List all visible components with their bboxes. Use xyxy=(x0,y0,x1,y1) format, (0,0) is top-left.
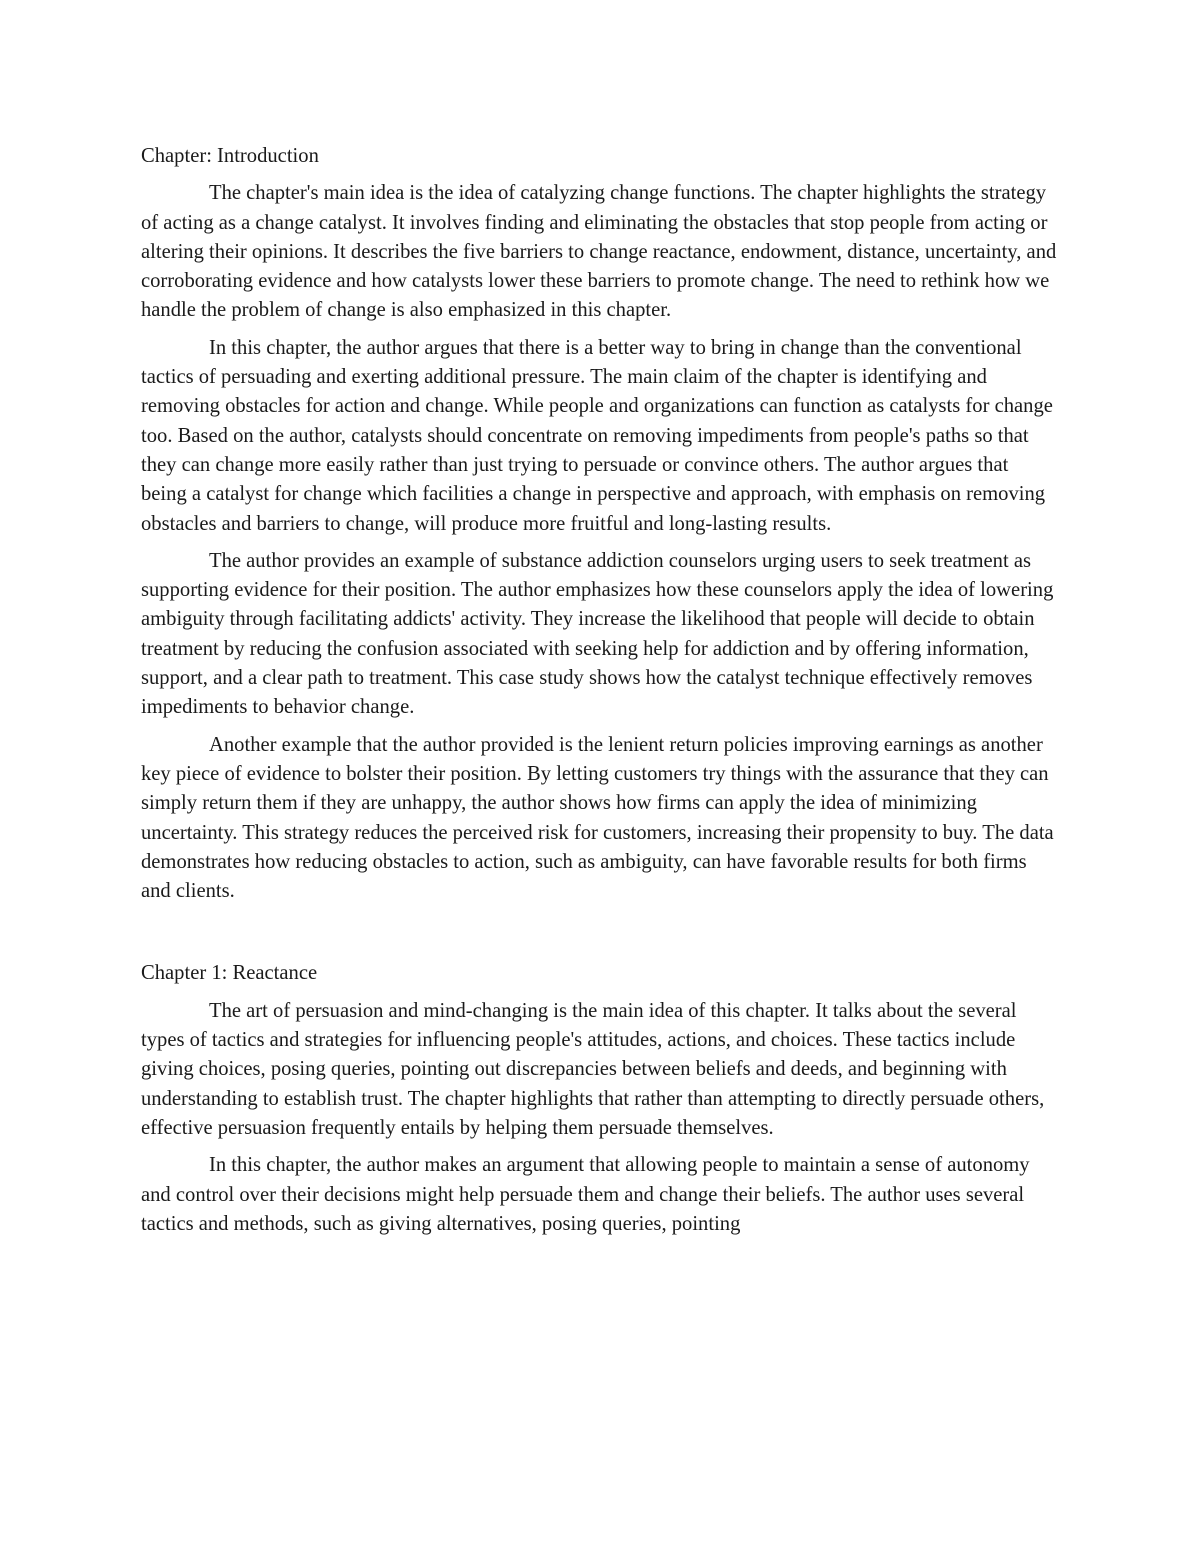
paragraph: Another example that the author provided is the lenient return policies improving earnings as another key piece of evidence to bolster their position. By letting customers try things with the assurance that they can simply return them if they are unhappy, the author shows how firms can apply the idea of minimizing uncertainty. This strategy reduces the perceived risk for customers, increasing their propensity to buy. The data demonstrates how reducing obstacles to action, such as ambiguity, can have favorable results for both firms and clients. xyxy=(141,733,1054,903)
paragraph: The chapter's main idea is the idea of catalyzing change functions. The chapter highlights the strategy of acting as a change catalyst. It involves finding and eliminating the obstacles that stop people from acting or altering their opinions. It describes the five barriers to change reactance, endowment, distance, uncertainty, and corroborating evidence and how catalysts lower these barriers to promote change. The need to rethink how we handle the problem of change is also emphasized in this chapter. xyxy=(141,182,1057,322)
section-introduction xyxy=(141,142,1059,906)
section-heading: Chapter: Introduction xyxy=(141,145,319,167)
section-heading: Chapter 1: Reactance xyxy=(141,962,318,985)
paragraph: In this chapter, the author makes an argument that allowing people to maintain a sense of autonomy and control over their decisions might help persuade them and change their beliefs. The author uses several tactics and methods, such as giving alternatives, posing queries, pointing xyxy=(141,1154,1030,1235)
paragraph: The author provides an example of substance addiction counselors urging users to seek treatment as supporting evidence for their position. The author emphasizes how these counselors apply the idea of lowering ambiguity through facilitating addicts' activity. They increase the likelihood that people will decide to obtain treatment by reducing the confusion associated with seeking help for addiction and by offering information, support, and a clear path to treatment. This case study shows how the catalyst technique effectively removes impediments to behavior change. xyxy=(141,549,1054,719)
paragraph: In this chapter, the author argues that there is a better way to bring in change than the conventional tactics of persuading and exerting additional pressure. The main claim of the chapter is identifying and removing obstacles for action and change. While people and organizations can function as catalysts for change too. Based on the author, catalysts should concentrate on removing impediments from people's paths so that they can change more easily rather than just trying to persuade or convince others. The author argues that being a catalyst for change which facilities a change in perspective and approach, with emphasis on removing obstacles and barriers to change, will produce more fruitful and long-lasting results. xyxy=(141,336,1053,535)
paragraph: The art of persuasion and mind-changing is the main idea of this chapter. It talks about the several types of tactics and strategies for influencing people's attitudes, actions, and choices. These tactics include giving choices, posing queries, pointing out discrepancies between beliefs and deeds, and beginning with understanding to establish trust. The chapter highlights that rather than attempting to directly persuade others, effective persuasion frequently entails by helping them persuade themselves. xyxy=(141,999,1045,1139)
section-reactance xyxy=(141,959,1059,1239)
section-spacer xyxy=(141,914,1059,959)
document-body xyxy=(141,142,1059,1247)
